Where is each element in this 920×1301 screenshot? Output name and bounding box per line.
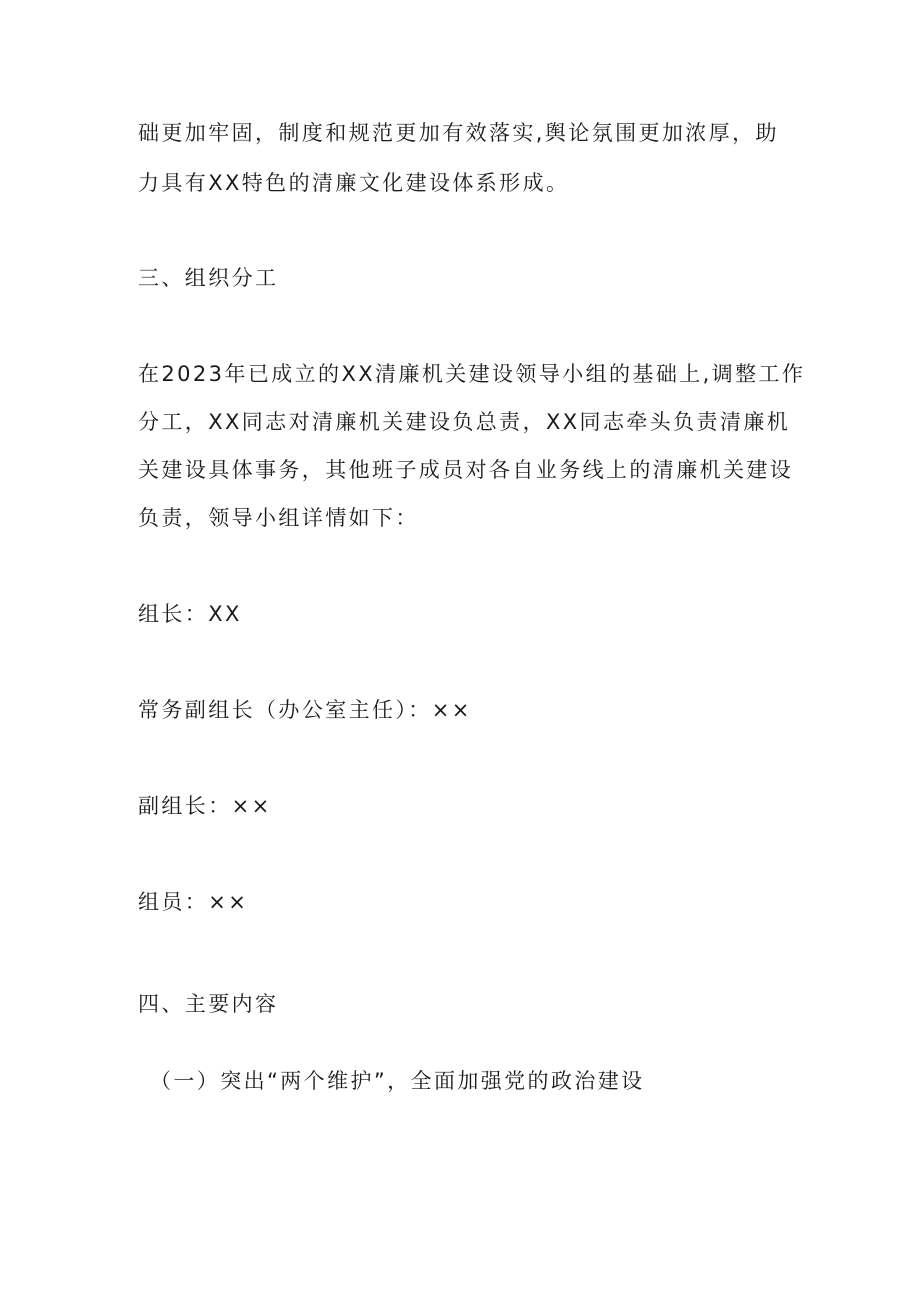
paragraph-line: 力具有XX特色的清廉文化建设体系形成。 (138, 171, 570, 195)
paragraph-line: 础更加牢固，制度和规范更加有效落实,舆论氛围更加浓厚，助 (138, 121, 779, 145)
paragraph-line: 关建设具体事务，其他班子成员对各自业务线上的清廉机关建设 (138, 458, 794, 482)
executive-deputy-leader: 常务副组长（办公室主任）：×× (138, 698, 472, 722)
subsection-heading: （一）突出“两个维护”，全面加强党的政治建设 (150, 1069, 645, 1093)
group-leader: 组长：XX (138, 602, 242, 626)
group-members: 组员：×× (138, 890, 249, 914)
section-heading: 四、主要内容 (138, 992, 279, 1016)
paragraph-line: 在2023年已成立的XX清廉机关建设领导小组的基础上,调整工作 (138, 362, 806, 386)
deputy-leader: 副组长：×× (138, 794, 272, 818)
section-heading: 三、组织分工 (138, 266, 279, 290)
paragraph-line: 分工，XX同志对清廉机关建设负总责，XX同志牵头负责清廉机 (138, 410, 791, 434)
paragraph-line: 负责，领导小组详情如下： (138, 506, 419, 530)
